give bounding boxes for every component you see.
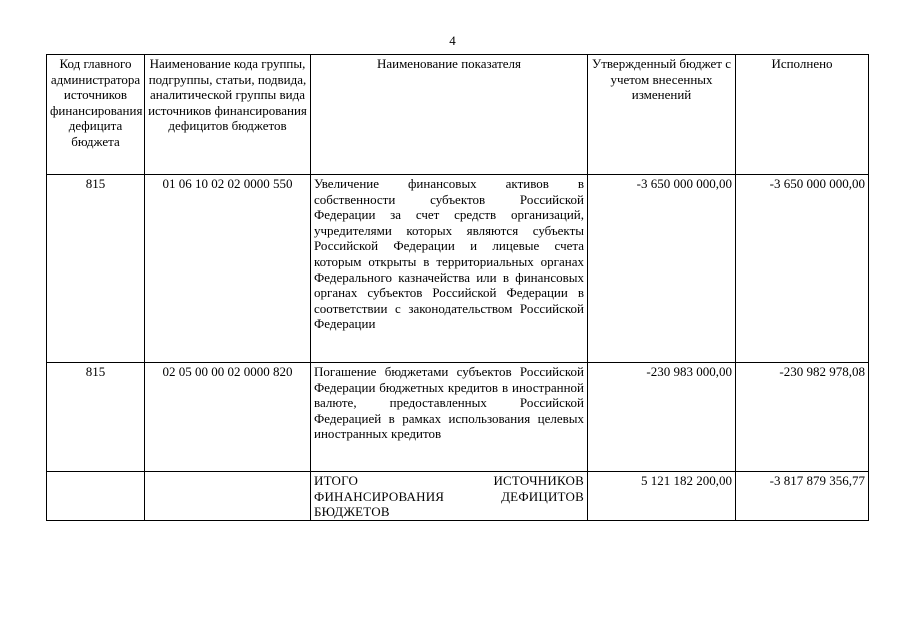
row-2-executed: -230 982 978,08 bbox=[736, 363, 869, 472]
total-label: ИТОГО ИСТОЧНИКОВ ФИНАНСИРОВАНИЯ ДЕФИЦИТОВ БЮДЖЕТОВ bbox=[311, 472, 588, 521]
header-admin-code bbox=[47, 55, 145, 175]
table-total-row bbox=[47, 472, 869, 521]
header-approved bbox=[588, 55, 736, 175]
total-executed: -3 817 879 356,77 bbox=[736, 472, 869, 521]
row-1-group-code: 01 06 10 02 02 0000 550 bbox=[145, 175, 311, 363]
header-group-code bbox=[145, 55, 311, 175]
table-header-row bbox=[47, 55, 869, 175]
table-row bbox=[47, 363, 869, 472]
row-2-admin-code: 815 bbox=[47, 363, 145, 472]
budget-sources-table bbox=[46, 54, 869, 521]
header-executed-text: Исполнено bbox=[771, 56, 833, 71]
row-1-indicator: Увеличение финансовых активов в собственности субъектов Российской Федерации за счет средств организаций, учредителями которых являются субъекты Российской Федерации и лицевые счета которым открыты в территориальных органах Федерального казначейства или в финансовых органах субъектов Российской Федерации в соответствии с законодательством Российской Федерации bbox=[311, 175, 588, 363]
header-indicator-text: Наименование показателя bbox=[376, 56, 522, 71]
total-empty-admin bbox=[47, 472, 145, 521]
row-1-approved: -3 650 000 000,00 bbox=[588, 175, 736, 363]
header-indicator bbox=[311, 55, 588, 175]
header-admin-code-text: Код главного администратора источников финансирования дефицита бюджета bbox=[50, 56, 143, 149]
row-2-group-code: 02 05 00 00 02 0000 820 bbox=[145, 363, 311, 472]
total-approved: 5 121 182 200,00 bbox=[588, 472, 736, 521]
page-number: 4 bbox=[449, 33, 456, 48]
table-row bbox=[47, 175, 869, 363]
header-approved-text: Утвержденный бюджет с учетом внесенных изменений bbox=[591, 56, 731, 103]
total-empty-group bbox=[145, 472, 311, 521]
row-2-indicator: Погашение бюджетами субъектов Российской Федерации бюджетных кредитов в иностранной валюте, предоставленных Российской Федерацией в рамках использования целевых иностранных кредитов bbox=[311, 363, 588, 472]
header-group-code-text: Наименование кода группы, подгруппы, статьи, подвида, аналитической группы вида источников финансирования дефицитов бюджетов bbox=[148, 56, 307, 134]
header-executed bbox=[736, 55, 869, 175]
row-2-approved: -230 983 000,00 bbox=[588, 363, 736, 472]
row-1-executed: -3 650 000 000,00 bbox=[736, 175, 869, 363]
row-1-admin-code: 815 bbox=[47, 175, 145, 363]
